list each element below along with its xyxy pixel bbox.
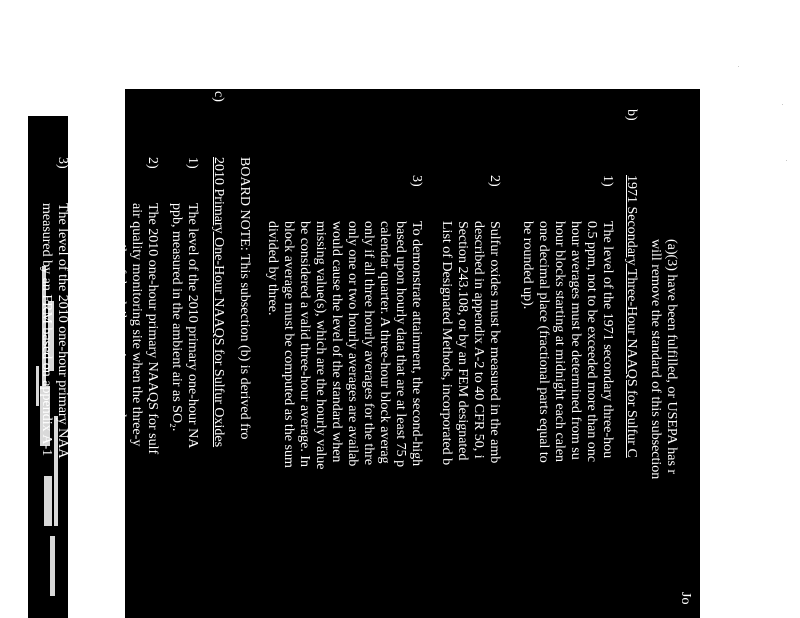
section-b-item-1-line: hour averages must be determined from su [568, 221, 583, 460]
section-b-item-2-marker: 2) [487, 175, 502, 187]
section-b-item-3-line: based upon hourly data that are at least 75 p [393, 221, 408, 468]
section-c-item-2-marker: 2) [145, 157, 160, 169]
section-c-item-3-line: The level of the 2010 one-hour primary NAA [55, 203, 70, 459]
section-b-item-2-line: described in appendix A-2 to 40 CFR 50, i [471, 221, 486, 459]
section-b-heading: 1971 Secondary Three-Hour NAAQS for Sulfur C [624, 175, 639, 458]
section-c-item-1-marker: 1) [185, 157, 200, 169]
section-c-item-2-line: 40 CFR 50, incorporated by reference in Sec [81, 203, 96, 454]
board-note: BOARD NOTE: This subsection (b) is derived fro [237, 157, 252, 440]
section-b-item-1-line: The level of the 1971 secondary three-hou [600, 221, 615, 459]
rotated-page-content [39, 89, 700, 618]
section-b-item-3-marker: 3) [409, 175, 424, 187]
section-b-item-3-line: missing value(s), which are the hourly value [313, 221, 328, 470]
section-b-item-2-line: Sulfur oxides must be measured in the amb [487, 221, 502, 464]
scan-speck [738, 66, 739, 67]
section-b-item-1-line: be rounded up). [520, 221, 535, 310]
section-c-item-1-line: ppb, measured in the ambient air as SO₂. [169, 203, 184, 432]
section-c-heading: 2010 Primary One-Hour NAAQS for Sulfur Oxides [211, 157, 226, 448]
section-c-item-2-line: The 2010 one-hour primary NAAQS for sulf [145, 203, 160, 455]
section-c-marker: c) [211, 91, 226, 102]
section-c-item-2-line: air quality monitoring site when the three-y [129, 203, 144, 447]
section-b-item-3-line: be considered a valid three-hour average. In [297, 221, 312, 468]
section-b-item-3-line: would cause the level of the standard when [329, 221, 344, 463]
page-header-fragment: Jo [678, 592, 693, 605]
section-b-item-2-line: List of Designated Methods, incorporated b [439, 221, 454, 466]
section-b-item-1-line: hour blocks starting at midnight each calen [552, 221, 567, 463]
scanned-page [39, 89, 700, 618]
section-b-item-3-line: only if all three hourly averages for the thre [361, 221, 376, 466]
section-b-item-3-line: To demonstrate attainment, the second-high [409, 221, 424, 467]
section-b-item-3-line: calendar quarter. A three-hour block averag [377, 221, 392, 464]
section-c-item-3-marker: 3) [55, 157, 70, 169]
section-b-item-3-line: only one or two hourly averages are availab [345, 221, 360, 467]
section-c-item-1-line: The level of the 2010 primary one-hour NA [185, 203, 200, 449]
scan-speck [786, 160, 787, 161]
section-c-item-2-line: than or equal to 75 ppb, as determined in acc [97, 203, 112, 455]
section-b-item-1-marker: 1) [600, 175, 615, 187]
paragraph-a-line: (a)(3) have been fulfilled, or USEPA has r [664, 239, 679, 475]
section-b-item-1-line: 0.5 ppm, not to be exceeded more than onc [584, 221, 599, 463]
section-b-item-2-line: Section 243.108, or by an FEM designated [455, 221, 470, 461]
paragraph-a-line: will remove the standard of this subsection [648, 239, 663, 480]
section-c-item-2-line: percentile of the daily maximum one-hour c [113, 203, 128, 450]
scan-speck [782, 104, 783, 105]
section-b-item-3-line: divided by three. [265, 221, 280, 316]
section-c-item-3-line: measured by an FRM based on appendix A-1 [39, 203, 54, 457]
section-b-marker: b) [624, 109, 639, 121]
section-b-item-1-line: one decimal place (fractional parts equal to [536, 221, 551, 463]
section-b-item-3-line: block average must be computed as the sum [281, 221, 296, 468]
